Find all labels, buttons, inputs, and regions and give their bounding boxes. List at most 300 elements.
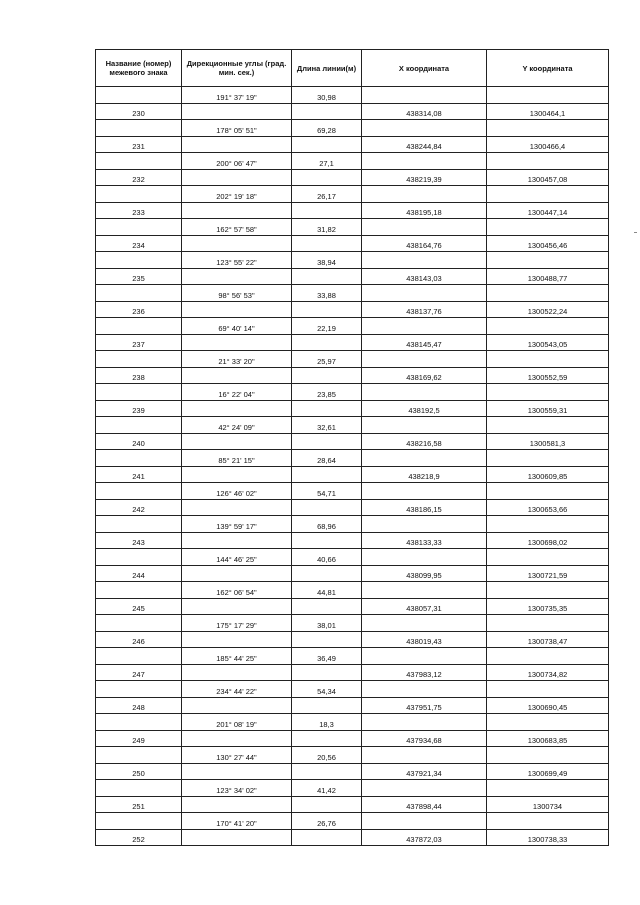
table-row [96,334,609,351]
cell-directional-angle [182,648,292,665]
cell-line-length-text: 27,1 [319,158,334,168]
cell-y-coordinate [487,186,609,203]
cell-x-coordinate-text: 437934,68 [406,736,442,745]
cell-y-coordinate [487,780,609,797]
cell-mark-name [96,565,182,582]
cell-mark-name [96,301,182,318]
cell-directional-angle-text: 162° 57' 58" [216,224,257,234]
cell-x-coordinate-text: 438192,5 [408,406,440,415]
cell-x-coordinate [362,235,487,252]
cell-x-coordinate [362,466,487,483]
cell-directional-angle [182,252,292,269]
cell-x-coordinate [362,367,487,384]
cell-directional-angle-text: 126° 46' 02" [216,488,257,498]
cell-directional-angle [182,450,292,467]
cell-directional-angle-text: 85° 21' 15" [218,455,255,465]
header-y-coordinate: Y координата [487,50,609,87]
cell-line-length [292,549,362,566]
table-row [96,532,609,549]
cell-x-coordinate [362,829,487,846]
cell-y-coordinate [487,565,609,582]
cell-directional-angle-text: 69° 40' 14" [218,323,255,333]
cell-mark-name [96,631,182,648]
table-row [96,153,609,170]
cell-y-coordinate [487,516,609,533]
cell-y-coordinate-text: 1300581,3 [529,439,566,448]
cell-x-coordinate [362,565,487,582]
cell-directional-angle [182,813,292,830]
cell-line-length [292,301,362,318]
cell-mark-name [96,730,182,747]
cell-x-coordinate [362,450,487,467]
cell-directional-angle [182,466,292,483]
table-row [96,433,609,450]
header-line-length: Длина линии(м) [292,50,362,87]
cell-x-coordinate [362,582,487,599]
table-header-row [96,50,609,87]
cell-line-length [292,318,362,335]
cell-directional-angle-text: 200° 06' 47" [216,158,257,168]
cell-y-coordinate [487,417,609,434]
cell-mark-name [96,450,182,467]
cell-x-coordinate [362,714,487,731]
cell-x-coordinate [362,87,487,104]
cell-mark-name [96,516,182,533]
cell-mark-name-text: 235 [132,274,145,283]
cell-mark-name [96,417,182,434]
cell-mark-name [96,219,182,236]
cell-line-length-text: 33,88 [317,290,336,300]
cell-y-coordinate [487,367,609,384]
cell-line-length-text: 40,66 [317,554,336,564]
cell-x-coordinate-text: 438314,08 [406,109,442,118]
cell-y-coordinate-text: 1300653,66 [527,505,568,514]
cell-y-coordinate [487,120,609,137]
cell-directional-angle-text: 139° 59' 17" [216,521,257,531]
cell-mark-name [96,714,182,731]
cell-x-coordinate [362,681,487,698]
cell-y-coordinate [487,598,609,615]
cell-mark-name [96,367,182,384]
cell-x-coordinate [362,268,487,285]
cell-x-coordinate-text: 437898,44 [406,802,442,811]
cell-mark-name-text: 241 [132,472,145,481]
table-row [96,664,609,681]
header-x-coordinate: X координата [362,50,487,87]
cell-y-coordinate [487,351,609,368]
cell-mark-name-text: 237 [132,340,145,349]
cell-directional-angle-text: 202° 19' 18" [216,191,257,201]
table-row [96,466,609,483]
cell-x-coordinate-text: 437983,12 [406,670,442,679]
cell-mark-name [96,351,182,368]
cell-x-coordinate [362,747,487,764]
cell-x-coordinate [362,351,487,368]
cell-y-coordinate-text: 1300734,82 [527,670,568,679]
cell-directional-angle [182,318,292,335]
cell-x-coordinate [362,615,487,632]
cell-x-coordinate-text: 438099,95 [406,571,442,580]
cell-x-coordinate [362,483,487,500]
table-row [96,367,609,384]
cell-mark-name-text: 248 [132,703,145,712]
cell-y-coordinate [487,730,609,747]
cell-line-length-text: 26,76 [317,818,336,828]
table-row [96,681,609,698]
cell-line-length [292,235,362,252]
cell-line-length [292,169,362,186]
cell-line-length [292,747,362,764]
cell-directional-angle-text: 191° 37' 19" [216,92,257,102]
cell-directional-angle-text: 185° 44' 25" [216,653,257,663]
cell-x-coordinate [362,120,487,137]
cell-y-coordinate-text: 1300466,4 [529,142,566,151]
cell-mark-name [96,829,182,846]
cell-line-length [292,483,362,500]
cell-line-length [292,565,362,582]
cell-line-length-text: 38,01 [317,620,336,630]
table-row [96,631,609,648]
cell-directional-angle [182,136,292,153]
cell-mark-name [96,582,182,599]
cell-x-coordinate [362,631,487,648]
cell-line-length [292,219,362,236]
cell-mark-name [96,334,182,351]
cell-x-coordinate-text: 438186,15 [406,505,442,514]
cell-mark-name [96,697,182,714]
cell-directional-angle-text: 123° 34' 02" [216,785,257,795]
cell-directional-angle [182,532,292,549]
table-row [96,384,609,401]
cell-line-length [292,351,362,368]
cell-mark-name [96,813,182,830]
cell-directional-angle [182,153,292,170]
table-row [96,301,609,318]
cell-x-coordinate [362,417,487,434]
cell-mark-name [96,120,182,137]
cell-x-coordinate-text: 437872,03 [406,835,442,844]
cell-mark-name-text: 252 [132,835,145,844]
cell-line-length-text: 28,64 [317,455,336,465]
cell-directional-angle [182,367,292,384]
table-row [96,186,609,203]
cell-directional-angle [182,631,292,648]
cell-directional-angle [182,763,292,780]
cell-line-length-text: 26,17 [317,191,336,201]
table-row [96,615,609,632]
cell-x-coordinate [362,202,487,219]
boundary-coordinates-table [95,49,609,846]
cell-x-coordinate [362,252,487,269]
cell-y-coordinate [487,252,609,269]
cell-directional-angle [182,235,292,252]
cell-mark-name [96,681,182,698]
table-row [96,235,609,252]
table-row [96,169,609,186]
table-row [96,417,609,434]
cell-line-length [292,186,362,203]
cell-x-coordinate [362,433,487,450]
cell-directional-angle-text: 21° 33' 20" [218,356,255,366]
cell-directional-angle [182,301,292,318]
cell-y-coordinate [487,318,609,335]
cell-line-length [292,813,362,830]
cell-y-coordinate [487,268,609,285]
cell-line-length [292,516,362,533]
cell-line-length-text: 38,94 [317,257,336,267]
cell-y-coordinate [487,87,609,104]
cell-directional-angle [182,565,292,582]
cell-mark-name-text: 230 [132,109,145,118]
cell-mark-name [96,318,182,335]
cell-directional-angle [182,334,292,351]
cell-mark-name-text: 234 [132,241,145,250]
cell-y-coordinate-text: 1300522,24 [527,307,568,316]
cell-mark-name-text: 240 [132,439,145,448]
cell-y-coordinate-text: 1300559,31 [527,406,568,415]
cell-y-coordinate [487,813,609,830]
cell-directional-angle [182,120,292,137]
cell-y-coordinate-text: 1300457,08 [527,175,568,184]
cell-y-coordinate [487,433,609,450]
cell-line-length [292,103,362,120]
cell-y-coordinate [487,681,609,698]
cell-mark-name [96,252,182,269]
table-row [96,763,609,780]
cell-directional-angle [182,384,292,401]
cell-directional-angle-text: 98° 56' 53" [218,290,255,300]
cell-y-coordinate-text: 1300464,1 [529,109,566,118]
cell-mark-name-text: 245 [132,604,145,613]
cell-y-coordinate [487,582,609,599]
cell-line-length [292,648,362,665]
cell-x-coordinate-text: 438143,03 [406,274,442,283]
cell-line-length-text: 44,81 [317,587,336,597]
cell-mark-name [96,615,182,632]
cell-x-coordinate [362,648,487,665]
cell-x-coordinate [362,169,487,186]
cell-directional-angle-text: 170° 41' 20" [216,818,257,828]
cell-y-coordinate-text: 1300734 [532,802,563,811]
cell-mark-name-text: 239 [132,406,145,415]
table-row [96,730,609,747]
cell-line-length [292,285,362,302]
cell-line-length [292,87,362,104]
cell-mark-name-text: 247 [132,670,145,679]
cell-x-coordinate [362,549,487,566]
cell-directional-angle [182,202,292,219]
cell-directional-angle [182,598,292,615]
cell-mark-name [96,763,182,780]
cell-line-length-text: 18,3 [319,719,334,729]
cell-directional-angle-text: 162° 06' 54" [216,587,257,597]
cell-directional-angle [182,186,292,203]
cell-x-coordinate [362,763,487,780]
cell-x-coordinate [362,730,487,747]
cell-y-coordinate [487,631,609,648]
cell-line-length [292,384,362,401]
cell-x-coordinate [362,318,487,335]
cell-y-coordinate [487,714,609,731]
cell-mark-name [96,433,182,450]
cell-line-length-text: 41,42 [317,785,336,795]
cell-y-coordinate [487,483,609,500]
table-row [96,829,609,846]
table-row [96,598,609,615]
table-row [96,565,609,582]
cell-directional-angle [182,285,292,302]
cell-x-coordinate [362,186,487,203]
cell-directional-angle [182,219,292,236]
cell-mark-name [96,549,182,566]
cell-y-coordinate [487,829,609,846]
cell-y-coordinate-text: 1300488,77 [527,274,568,283]
cell-mark-name-text: 244 [132,571,145,580]
cell-mark-name [96,780,182,797]
cell-x-coordinate [362,813,487,830]
cell-line-length-text: 31,82 [317,224,336,234]
cell-directional-angle [182,780,292,797]
cell-line-length [292,582,362,599]
cell-y-coordinate-text: 1300456,46 [527,241,568,250]
cell-x-coordinate [362,219,487,236]
cell-directional-angle [182,664,292,681]
cell-mark-name [96,796,182,813]
cell-y-coordinate [487,664,609,681]
cell-y-coordinate-text: 1300738,47 [527,637,568,646]
cell-x-coordinate-text: 438137,76 [406,307,442,316]
cell-mark-name [96,664,182,681]
cell-mark-name [96,186,182,203]
cell-y-coordinate [487,384,609,401]
cell-directional-angle [182,351,292,368]
cell-x-coordinate [362,516,487,533]
cell-y-coordinate [487,615,609,632]
table-row [96,219,609,236]
cell-x-coordinate [362,285,487,302]
table-row [96,813,609,830]
cell-directional-angle [182,549,292,566]
scan-edge-mark [634,232,637,233]
cell-x-coordinate [362,664,487,681]
table-row [96,549,609,566]
cell-line-length [292,697,362,714]
table-row [96,120,609,137]
cell-directional-angle [182,582,292,599]
cell-x-coordinate [362,384,487,401]
cell-directional-angle-text: 175° 17' 29" [216,620,257,630]
cell-directional-angle [182,103,292,120]
cell-line-length-text: 54,34 [317,686,336,696]
header-directional-angle: Дирекционные углы (град. мин. сек.) [182,50,292,87]
cell-y-coordinate-text: 1300699,49 [527,769,568,778]
cell-mark-name [96,598,182,615]
table-row [96,483,609,500]
table-row [96,499,609,516]
table-row [96,796,609,813]
cell-y-coordinate [487,466,609,483]
cell-mark-name-text: 238 [132,373,145,382]
cell-line-length [292,450,362,467]
cell-y-coordinate [487,648,609,665]
cell-line-length [292,664,362,681]
cell-line-length-text: 68,96 [317,521,336,531]
cell-y-coordinate [487,202,609,219]
table-row [96,714,609,731]
cell-mark-name [96,466,182,483]
cell-y-coordinate [487,532,609,549]
cell-directional-angle [182,615,292,632]
cell-x-coordinate [362,532,487,549]
cell-line-length [292,466,362,483]
cell-x-coordinate-text: 438145,47 [406,340,442,349]
cell-directional-angle [182,483,292,500]
cell-x-coordinate-text: 438164,76 [406,241,442,250]
cell-x-coordinate-text: 438195,18 [406,208,442,217]
cell-y-coordinate [487,169,609,186]
cell-line-length-text: 25,97 [317,356,336,366]
cell-directional-angle [182,169,292,186]
cell-directional-angle-text: 130° 27' 44" [216,752,257,762]
table-row [96,648,609,665]
cell-y-coordinate-text: 1300738,33 [527,835,568,844]
cell-y-coordinate [487,747,609,764]
cell-line-length-text: 36,49 [317,653,336,663]
cell-directional-angle [182,714,292,731]
table-row [96,318,609,335]
cell-mark-name [96,532,182,549]
cell-mark-name-text: 250 [132,769,145,778]
cell-x-coordinate [362,400,487,417]
cell-y-coordinate [487,219,609,236]
cell-mark-name [96,169,182,186]
cell-x-coordinate-text: 438218,9 [408,472,440,481]
cell-line-length [292,417,362,434]
cell-line-length [292,730,362,747]
cell-directional-angle [182,516,292,533]
cell-mark-name [96,235,182,252]
cell-mark-name [96,268,182,285]
cell-mark-name [96,400,182,417]
cell-y-coordinate-text: 1300690,45 [527,703,568,712]
cell-line-length-text: 23,85 [317,389,336,399]
cell-y-coordinate-text: 1300447,14 [527,208,568,217]
cell-directional-angle-text: 234° 44' 22" [216,686,257,696]
cell-mark-name [96,202,182,219]
cell-mark-name-text: 233 [132,208,145,217]
cell-line-length [292,829,362,846]
cell-line-length [292,153,362,170]
cell-directional-angle-text: 201° 08' 19" [216,719,257,729]
cell-y-coordinate [487,153,609,170]
cell-directional-angle [182,681,292,698]
cell-y-coordinate-text: 1300543,05 [527,340,568,349]
cell-directional-angle [182,499,292,516]
cell-mark-name [96,136,182,153]
cell-mark-name [96,499,182,516]
header-boundary-mark-name: Название (номер) межевого знака [96,50,182,87]
cell-line-length [292,334,362,351]
cell-directional-angle-text: 42° 24' 09" [218,422,255,432]
table-row [96,351,609,368]
cell-y-coordinate [487,499,609,516]
cell-mark-name-text: 251 [132,802,145,811]
cell-mark-name [96,153,182,170]
cell-mark-name [96,648,182,665]
cell-y-coordinate [487,136,609,153]
cell-mark-name [96,87,182,104]
cell-directional-angle [182,417,292,434]
